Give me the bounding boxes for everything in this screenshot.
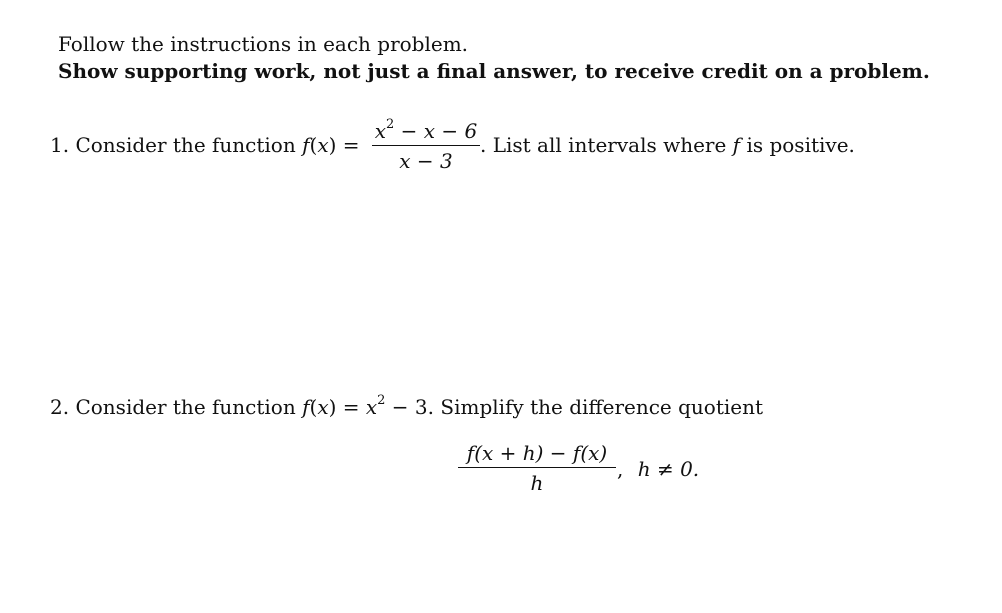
problem-2-rhs-rest: − 3. bbox=[385, 395, 435, 419]
difference-quotient-condition bbox=[617, 457, 699, 481]
problem-1-paren-close: ) bbox=[328, 133, 337, 157]
problem-1-number: 1. bbox=[50, 133, 70, 157]
difference-quotient-comma: , bbox=[617, 457, 624, 481]
problem-1-period: . bbox=[480, 133, 487, 157]
problem-2-paren-open: ( bbox=[309, 395, 318, 419]
problem-1-equals: = bbox=[342, 133, 360, 157]
problem-2-intro: Consider the function bbox=[75, 395, 296, 419]
problem-1-statement bbox=[50, 133, 360, 157]
problem-1-fraction-bar bbox=[372, 145, 480, 146]
problem-2-paren-close: ) bbox=[328, 395, 337, 419]
problem-2-variable: x bbox=[317, 395, 329, 419]
difference-quotient-bar bbox=[458, 467, 616, 468]
problem-2-statement bbox=[50, 395, 763, 419]
problem-2-number: 2. bbox=[50, 395, 70, 419]
problem-1-tail-text-2: is positive. bbox=[746, 133, 855, 157]
problem-1-numerator: $x^2 - x - 6$ bbox=[374, 117, 478, 143]
problem-2-function-name: f bbox=[302, 395, 310, 419]
difference-quotient-fraction bbox=[458, 441, 616, 495]
problem-2-rhs-exponent: 2 bbox=[377, 393, 386, 409]
problem-2-rhs-x: x bbox=[365, 395, 378, 419]
problem-1-intro: Consider the function bbox=[75, 133, 296, 157]
difference-quotient-h-condition: h ≠ 0. bbox=[637, 457, 700, 481]
problem-1-tail-f: f bbox=[732, 133, 741, 157]
problem-2-equals: = bbox=[342, 395, 360, 419]
problem-1-tail bbox=[480, 133, 855, 157]
problem-1-denominator: x − 3 bbox=[399, 149, 453, 173]
problem-1-fraction bbox=[372, 119, 480, 173]
instructions-line: Follow the instructions in each problem. bbox=[58, 32, 469, 56]
difference-quotient-denominator: h bbox=[530, 471, 544, 495]
problem-1-variable: x bbox=[317, 133, 329, 157]
problem-1-tail-text: List all intervals where bbox=[492, 133, 727, 157]
problem-2-tail: Simplify the difference quotient bbox=[440, 395, 764, 419]
problem-1-paren-open: ( bbox=[309, 133, 318, 157]
problem-1-function-name: f bbox=[302, 133, 310, 157]
instructions-bold-line: Show supporting work, not just a final answer, to receive credit on a problem. bbox=[58, 59, 930, 83]
difference-quotient-numerator: f(x + h) − f(x) bbox=[466, 441, 608, 465]
